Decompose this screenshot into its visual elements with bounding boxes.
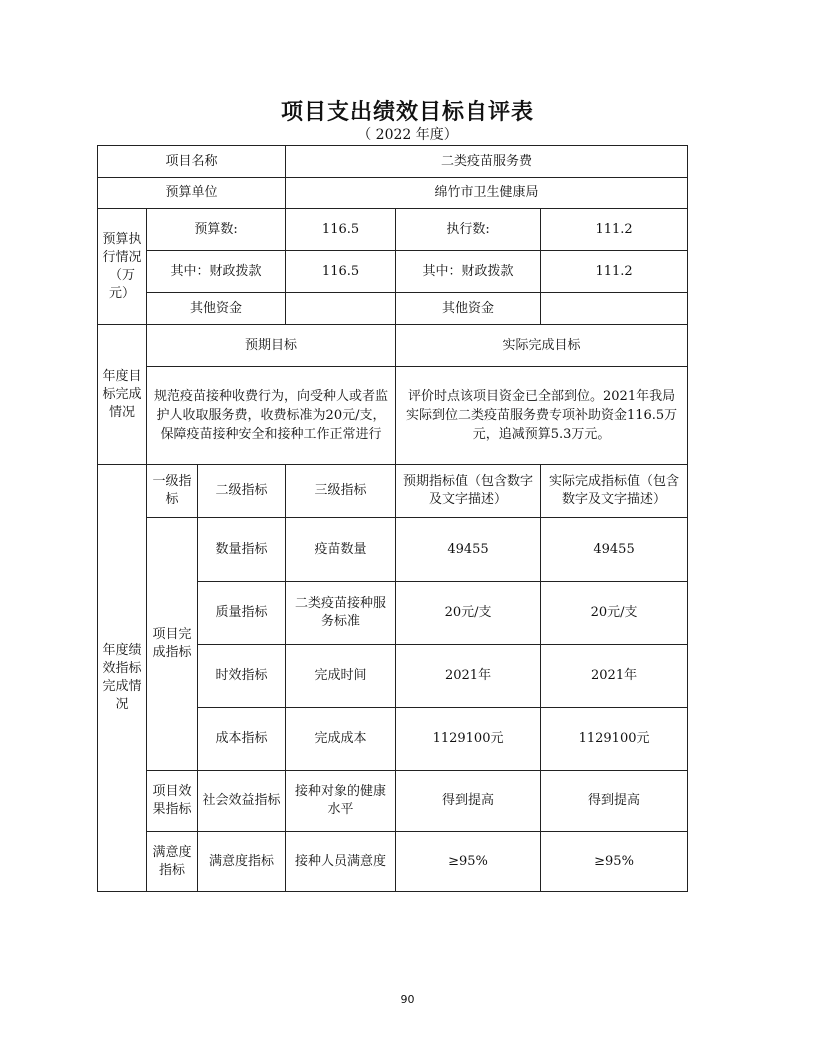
level2-cell: 成本指标 <box>198 708 286 771</box>
col-actual: 实际完成指标值（包含数字及文字描述） <box>541 465 688 518</box>
budget-unit-label: 预算单位 <box>98 178 286 209</box>
expected-cell: ≥95% <box>396 832 541 892</box>
fiscal-label-budget: 其中：财政拨款 <box>147 251 286 293</box>
group-satisfaction: 满意度指标 <box>147 832 198 892</box>
actual-cell: 20元/支 <box>541 582 688 645</box>
fiscal-label-exec: 其中：财政拨款 <box>396 251 541 293</box>
budget-num-value: 116.5 <box>286 209 396 251</box>
level2-cell: 数量指标 <box>198 518 286 582</box>
goal-text-row <box>98 367 688 465</box>
actual-goal-label: 实际完成目标 <box>396 325 688 367</box>
expected-cell: 1129100元 <box>396 708 541 771</box>
budget-row <box>98 209 688 251</box>
goal-header-row <box>98 325 688 367</box>
level2-cell: 满意度指标 <box>198 832 286 892</box>
actual-cell: 1129100元 <box>541 708 688 771</box>
annual-goal-label: 年度目标完成情况 <box>98 325 147 465</box>
fiscal-exec-value: 111.2 <box>541 251 688 293</box>
expected-cell: 49455 <box>396 518 541 582</box>
other-funds-label-exec: 其他资金 <box>396 293 541 325</box>
project-name-row <box>98 146 688 178</box>
expected-goal-text: 规范疫苗接种收费行为，向受种人或者监护人收取服务费，收费标准为20元/支，保障疫苗接种安全和接种工作正常进行 <box>147 367 396 465</box>
col-level3: 三级指标 <box>286 465 396 518</box>
level3-cell: 接种对象的健康水平 <box>286 771 396 832</box>
level3-cell: 二类疫苗接种服务标准 <box>286 582 396 645</box>
page-number: 90 <box>400 993 415 1006</box>
level2-cell: 社会效益指标 <box>198 771 286 832</box>
other-funds-label-budget: 其他资金 <box>147 293 286 325</box>
budget-exec-label: 预算执行情况（万元） <box>98 209 147 325</box>
fiscal-row <box>98 251 688 293</box>
expected-cell: 2021年 <box>396 645 541 708</box>
project-name-value: 二类疫苗服务费 <box>286 146 688 178</box>
expected-cell: 得到提高 <box>396 771 541 832</box>
actual-cell: 49455 <box>541 518 688 582</box>
level3-cell: 完成成本 <box>286 708 396 771</box>
actual-cell: 2021年 <box>541 645 688 708</box>
other-funds-budget-value <box>286 293 396 325</box>
budget-unit-value: 绵竹市卫生健康局 <box>286 178 688 209</box>
actual-cell: 得到提高 <box>541 771 688 832</box>
page-title: 项目支出绩效目标自评表 <box>280 100 534 125</box>
other-funds-row <box>98 293 688 325</box>
level3-cell: 疫苗数量 <box>286 518 396 582</box>
group-effect: 项目效果指标 <box>147 771 198 832</box>
table-row <box>98 832 688 892</box>
actual-cell: ≥95% <box>541 832 688 892</box>
expected-goal-label: 预期目标 <box>147 325 396 367</box>
actual-goal-text: 评价时点该项目资金已全部到位。2021年我局实际到位二类疫苗服务费专项补助资金116.5万元，追减预算5.3万元。 <box>396 367 688 465</box>
table-row <box>98 518 688 582</box>
col-expected: 预期指标值（包含数字及文字描述） <box>396 465 541 518</box>
other-funds-exec-value <box>541 293 688 325</box>
fiscal-budget-value: 116.5 <box>286 251 396 293</box>
level2-cell: 质量指标 <box>198 582 286 645</box>
level3-cell: 完成时间 <box>286 645 396 708</box>
exec-num-label: 执行数: <box>396 209 541 251</box>
col-level1: 一级指标 <box>147 465 198 518</box>
level3-cell: 接种人员满意度 <box>286 832 396 892</box>
indicator-header-row <box>98 465 688 518</box>
evaluation-table <box>97 145 688 892</box>
exec-num-value: 111.2 <box>541 209 688 251</box>
budget-unit-row <box>98 178 688 209</box>
col-level2: 二级指标 <box>198 465 286 518</box>
budget-num-label: 预算数: <box>147 209 286 251</box>
expected-cell: 20元/支 <box>396 582 541 645</box>
perf-label: 年度绩效指标完成情况 <box>98 465 147 892</box>
year-line: （ 2022 年度） <box>357 127 458 143</box>
table-row <box>98 771 688 832</box>
level2-cell: 时效指标 <box>198 645 286 708</box>
project-name-label: 项目名称 <box>98 146 286 178</box>
group-completion: 项目完成指标 <box>147 518 198 771</box>
